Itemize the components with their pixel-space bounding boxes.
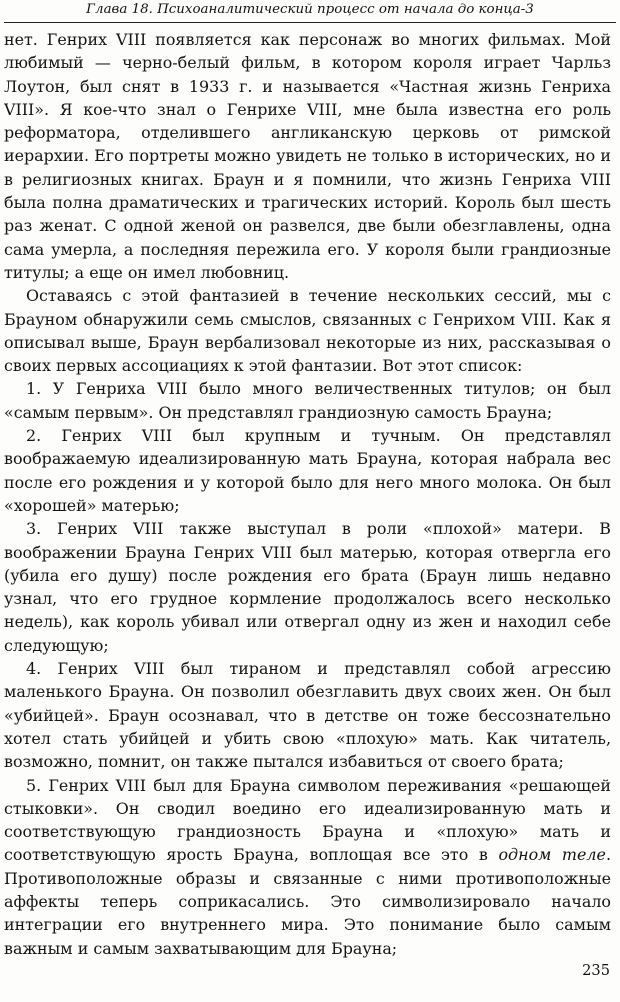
running-header: Глава 18. Психоаналитический процесс от начала до конца-3: [4, 0, 616, 23]
list-item-5-emphasis: одном теле: [498, 845, 606, 865]
list-item-2: 2. Генрих VIII был крупным и тучным. Он представлял воображаемую идеализированную мать Брауна, которая набрала вес после его рождения и у которой было для него много молока. Он был «хорошей» матерью;: [4, 426, 611, 515]
list-item-5-text-end: . Противоположные образы и связанные с ними противоположные аффекты теперь соприкасались. Это символизировало начало интеграции его внутреннего мира. Это понимание было самым важным и самым захватывающим для Брауна;: [4, 845, 611, 958]
list-item-5-text-start: 5. Генрих VIII был для Брауна символом переживания «решающей стыковки». Он сводил воедино его идеализированную мать и соответствующую грандиозность Брауна и «плохую» мать и соответствующую ярость Брауна, воплощая все это в: [4, 775, 611, 865]
paragraph-continuation: нет. Генрих VIII появляется как персонаж во многих фильмах. Мой любимый — черно-белый фильм, в котором короля играет Чарльз Лоутон, был снят в 1933 г. и называется «Частная жизнь Генриха VIII». Я кое-что знал о Генрихе VIII, мне была известна его роль реформатора, отделившего англиканскую церковь от римской иерархии. Его портреты можно увидеть не только в исторических, но и в религиозных книгах. Браун и я помнили, что жизнь Генриха VIII была полна драматических и трагических историй. Король был шесть раз женат. С одной женой он развелся, две были обезглавлены, одна сама умерла, а последняя пережила его. У короля были грандиозные титулы; а еще он имел любовниц.: [4, 30, 611, 282]
page-body: [4, 28, 611, 960]
list-item-1: 1. У Генриха VIII было много величественных титулов; он был «самым первым». Он представлял грандиозную самость Брауна;: [4, 379, 611, 422]
list-item-4: 4. Генрих VIII был тираном и представлял собой агрессию маленького Брауна. Он позволил обезглавить двух своих жен. Он был «убийцей». Браун осознавал, что в детстве он тоже бессознательно хотел стать убийцей и убить свою «плохую» мать. Как читатель, возможно, помнит, он также пытался избавиться от своего брата;: [4, 659, 611, 772]
paragraph-intro-list: Оставаясь с этой фантазией в течение нескольких сессий, мы с Брауном обнаружили семь смыслов, связанных с Генрихом VIII. Как я описывал выше, Браун вербализовал некоторые из них, рассказывая о своих первых ассоциациях к этой фантазии. Вот этот список:: [4, 286, 611, 376]
list-item-5: [4, 774, 611, 960]
list-item-3: 3. Генрих VIII также выступал в роли «плохой» матери. В воображении Брауна Генрих VIII был матерью, которая отвергла его (убила его душу) после рождения его брата (Браун лишь недавно узнал, что его грудное кормление продолжалось всего несколько недель), как король убивал или отвергал одну из жен и находил себе следующую;: [4, 519, 611, 655]
page-number: 235: [582, 962, 610, 979]
